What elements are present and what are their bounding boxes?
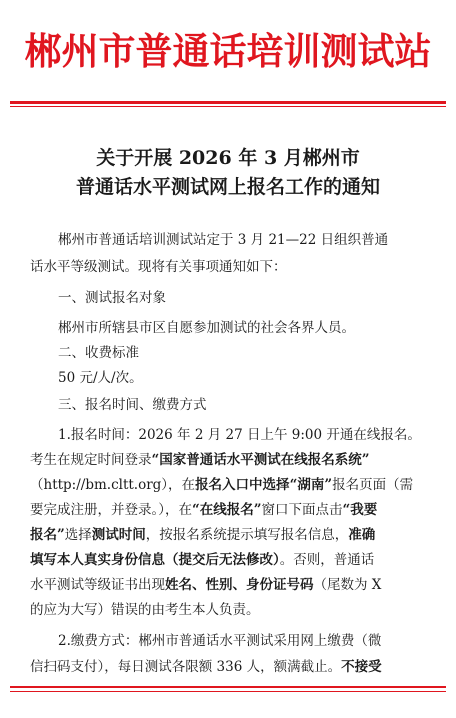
item-1-url: （http://bm.cltt.org），在 (30, 477, 196, 493)
item-1-line-5-mid: ，按报名系统提示填写报名信息， (145, 527, 349, 543)
item-1-system-name: “国家普通话水平测试在线报名系统” (151, 452, 370, 468)
item-2-line-1: 2.缴费方式：郴州市普通话水平测试采用网上缴费（微 (58, 633, 382, 649)
item-1-identity-warning: 填写本人真实身份信息（提交后无法修改） (30, 552, 280, 568)
footer-rule-thick (10, 686, 446, 688)
item-1-line-7-tail: （尾数为 X (313, 577, 382, 593)
item-2-line-2-text: 信扫码支付），每日测试各限额 336 人，额满截止。 (30, 659, 342, 675)
notice-title-line-2: 普通话水平测试网上报名工作的通知 (75, 176, 380, 198)
section-2-body: 50 元/人/次。 (58, 370, 143, 386)
footer-rule-thin (10, 691, 446, 692)
item-1-line-2-text: 考生在规定时间登录 (30, 452, 152, 468)
intro-line-1: 郴州市普通话培训测试站定于 3 月 21—22 日组织普通 (58, 232, 389, 248)
masthead-title: 郴州市普通话培训测试站 (24, 30, 432, 73)
header-rule-thick (10, 101, 446, 104)
header-rule-thin (10, 106, 446, 107)
item-2-line-2 (30, 652, 430, 682)
item-1-entry-label: 报名入口中选择 (195, 477, 290, 493)
item-1-line-3-tail: 报名页面（需 (332, 477, 414, 493)
item-1-line-6-tail: 。否则，普通话 (279, 552, 375, 568)
item-1-signup-close: 报名” (30, 527, 65, 543)
item-1-line-4-mid: 窗口下面点击 (261, 502, 343, 518)
item-1-test-time: 测试时间 (91, 527, 146, 543)
section-1-body: 郴州市所辖县市区自愿参加测试的社会各界人员。 (58, 320, 355, 336)
item-1-province: “湖南” (289, 477, 333, 493)
item-1-line-8: 的应为大写）错误的由考生本人负责。 (30, 602, 260, 618)
item-1-line-7-text: 水平测试等级证书出现 (30, 577, 165, 593)
item-1-fields: 姓名、性别、身份证号码 (165, 577, 314, 593)
item-1-online-signup: “在线报名” (192, 502, 262, 518)
item-1-line-4-text: 要完成注册，并登录。），在 (30, 502, 192, 518)
intro-line-2: 话水平等级测试。现将有关事项通知如下： (30, 259, 287, 275)
notice-title-line-1: 关于开展 2026 年 3 月郴州市 (96, 147, 360, 169)
item-2-not-accept: 不接受 (341, 659, 382, 675)
section-2-heading: 二、收费标准 (58, 345, 139, 361)
section-3-heading: 三、报名时间、缴费方式 (58, 397, 207, 413)
item-1-line-1: 1.报名时间：2026 年 2 月 27 日上午 9:00 开通在线报名。 (58, 427, 421, 443)
item-1-accurate: 准确 (348, 527, 376, 543)
section-1-heading: 一、测试报名对象 (58, 290, 166, 306)
item-1-want-signup: “我要 (342, 502, 378, 518)
item-1-select: 选择 (64, 527, 92, 543)
